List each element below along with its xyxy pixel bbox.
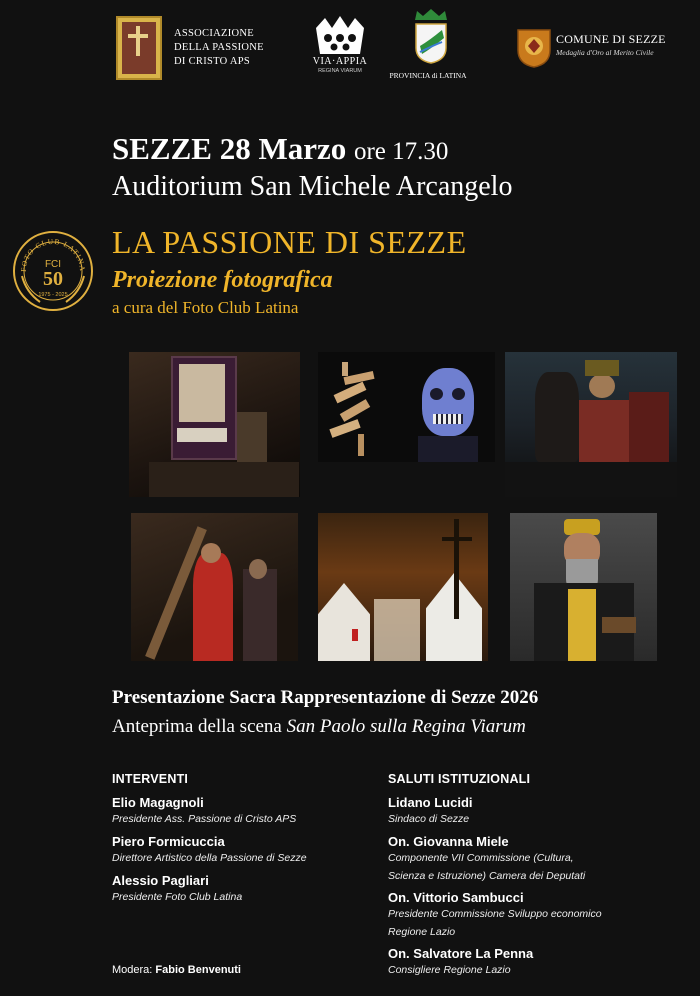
event-curator: a cura del Foto Club Latina: [112, 298, 299, 317]
association-logo: [116, 16, 162, 80]
moderator-line: [112, 964, 241, 976]
photo-roman-soldier-horse: [505, 352, 677, 497]
official-role: Regione Lazio: [388, 926, 456, 938]
medaglia-label: Medaglia d'Oro al Merito Civile: [556, 48, 654, 57]
official-name: On. Salvatore La Penna: [388, 946, 534, 961]
comune-label: COMUNE DI SEZZE: [556, 32, 666, 46]
event-time: ore 17.30: [353, 138, 449, 165]
presentation-title: Presentazione Sacra Rappresentazione di Sezze 2026: [112, 687, 539, 708]
official-role: Presidente Commissione Sviluppo economico: [388, 908, 602, 920]
event-date-line: [112, 131, 448, 167]
foto-club-latina-badge: [12, 230, 94, 312]
official-name: On. Vittorio Sambucci: [388, 890, 524, 905]
photo-wooden-tubes: [318, 352, 400, 462]
event-date: SEZZE 28 Marzo: [112, 131, 347, 166]
association-line-3: DI CRISTO APS: [174, 56, 251, 67]
association-line-1: ASSOCIAZIONE: [174, 28, 255, 39]
badge-fci: FCI: [44, 259, 62, 270]
provincia-crown-icon: [411, 8, 451, 22]
event-venue: Auditorium San Michele Arcangelo: [112, 171, 513, 202]
official-role: Scienza e Istruzione) Camera dei Deputati: [388, 870, 586, 882]
moderator-name: Fabio Benvenuti: [155, 964, 241, 976]
official-role: Consigliere Regione Lazio: [388, 964, 511, 976]
event-subtitle: Proiezione fotografica: [112, 267, 333, 293]
speaker-name: Piero Formicuccia: [112, 834, 225, 849]
via-appia-sublabel: REGINA VIARUM: [318, 68, 362, 74]
speaker-name: Elio Magagnoli: [112, 795, 204, 810]
photo-skull-face: [400, 352, 495, 462]
event-title: LA PASSIONE DI SEZZE: [112, 224, 467, 260]
saluti-heading: SALUTI ISTITUZIONALI: [388, 772, 531, 786]
via-appia-label: VIA·APPIA: [312, 56, 368, 67]
photo-banner-night: [129, 352, 300, 497]
presentation-subtitle-scene: San Paolo sulla Regina Viarum: [286, 716, 526, 737]
speaker-role: Presidente Ass. Passione di Cristo APS: [112, 813, 297, 825]
interventi-heading: INTERVENTI: [112, 772, 189, 786]
speaker-role: Presidente Foto Club Latina: [112, 891, 243, 903]
comune-sezze-crest-icon: [515, 24, 553, 68]
badge-range: 1975 - 2025: [38, 292, 68, 298]
presentation-subtitle-prefix: Anteprima della scena: [112, 716, 287, 737]
via-appia-crown-icon: [310, 14, 370, 58]
association-line-2: DELLA PASSIONE: [174, 42, 264, 53]
badge-years: 50: [43, 268, 63, 290]
provincia-shield-icon: [414, 22, 448, 64]
provincia-label: PROVINCIA di LATINA: [389, 71, 467, 80]
official-role: Sindaco di Sezze: [388, 813, 470, 825]
speaker-role: Direttore Artistico della Passione di Sezze: [112, 852, 307, 864]
photo-christ-carrying-cross: [131, 513, 298, 661]
association-name: [174, 27, 264, 69]
official-role: Componente VII Commissione (Cultura,: [388, 852, 574, 864]
speaker-name: Alessio Pagliari: [112, 873, 209, 888]
presentation-subtitle: [112, 716, 526, 738]
photo-high-priest: [510, 513, 657, 661]
photo-hooded-procession: [318, 513, 488, 661]
moderator-label: Modera:: [112, 964, 153, 976]
official-name: On. Giovanna Miele: [388, 834, 509, 849]
badge-club-name: FOTO CLUB LATINA: [18, 236, 88, 273]
official-name: Lidano Lucidi: [388, 795, 473, 810]
